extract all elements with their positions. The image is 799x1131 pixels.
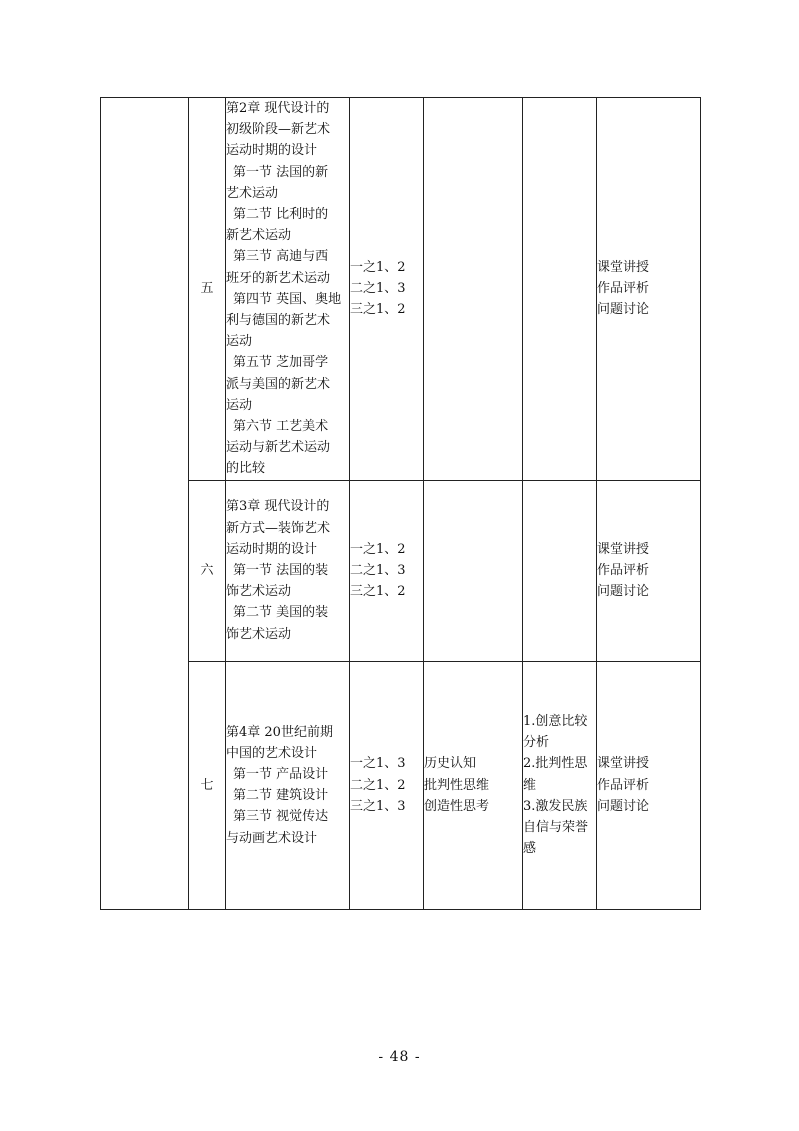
table-row <box>101 661 701 909</box>
cell-line: 第三节 高迪与西 <box>233 249 329 265</box>
ability-cell <box>424 661 523 909</box>
week-number: 七 <box>189 661 226 909</box>
chapter-content <box>226 661 350 909</box>
cell-line: 运动时期的设计 <box>226 541 318 557</box>
teaching-methods <box>597 98 701 481</box>
table-row <box>101 480 701 661</box>
cell-line: 运动 <box>226 334 253 350</box>
cell-line: 历史认知 <box>424 756 477 772</box>
cell-line: 一之1、2 <box>350 541 406 557</box>
cell-line: 第二节 美国的装 <box>233 605 329 621</box>
cell-line: 作品评析 <box>597 281 650 297</box>
table-row <box>101 98 701 481</box>
cell-line: 一之1、3 <box>350 756 406 772</box>
cell-line: 利与德国的新艺术 <box>226 313 331 329</box>
cell-line: 课堂讲授 <box>597 756 650 772</box>
cell-line: 二之1、2 <box>350 777 406 793</box>
cell-line: 1.创意比较 <box>523 713 588 729</box>
chapter-content <box>226 480 350 661</box>
cell-line: 二之1、3 <box>350 563 406 579</box>
cell-line: 初级阶段—新艺术 <box>226 122 331 138</box>
cell-line: 维 <box>523 777 537 793</box>
cell-line: 批判性思维 <box>424 777 490 793</box>
cell-line: 运动时期的设计 <box>226 143 318 159</box>
cell-line: 自信与荣誉 <box>523 819 589 835</box>
cell-line: 饰艺术运动 <box>226 584 292 600</box>
teaching-methods <box>597 480 701 661</box>
objectives-cell <box>350 98 424 481</box>
cell-line: 班牙的新艺术运动 <box>226 270 331 286</box>
week-number: 五 <box>189 98 226 481</box>
objectives-cell <box>350 661 424 909</box>
cell-line: 课堂讲授 <box>597 260 650 276</box>
cell-line: 与动画艺术设计 <box>226 830 318 846</box>
cell-line: 新艺术运动 <box>226 228 292 244</box>
cell-line: 三之1、3 <box>350 798 406 814</box>
objectives-cell <box>350 480 424 661</box>
cell-line: 第六节 工艺美术 <box>233 419 329 435</box>
cell-line: 第一节 法国的装 <box>233 563 329 579</box>
cell-line: 分析 <box>523 735 550 751</box>
merged-first-column <box>101 98 189 910</box>
chapter-content <box>226 98 350 481</box>
cell-line: 作品评析 <box>597 777 650 793</box>
ability-cell <box>424 480 523 661</box>
cell-line: 中国的艺术设计 <box>226 745 318 761</box>
cell-line: 运动 <box>226 397 253 413</box>
cell-line: 第一节 法国的新 <box>233 164 329 180</box>
cell-line: 课堂讲授 <box>597 541 650 557</box>
cell-line: 作品评析 <box>597 563 650 579</box>
cell-line: 2.批判性思 <box>523 756 588 772</box>
cell-line: 派与美国的新艺术 <box>226 376 331 392</box>
cell-line: 第2章 现代设计的 <box>226 101 330 116</box>
cell-line: 三之1、2 <box>350 302 406 318</box>
cell-line: 第3章 现代设计的 <box>226 499 330 515</box>
teaching-methods <box>597 661 701 909</box>
cell-line: 第三节 视觉传达 <box>233 809 329 825</box>
cell-line: 第五节 芝加哥学 <box>233 355 329 371</box>
cell-line: 二之1、3 <box>350 281 406 297</box>
cell-line: 问题讨论 <box>597 584 650 600</box>
cell-line: 饰艺术运动 <box>226 626 292 642</box>
cell-line: 第一节 产品设计 <box>233 766 329 782</box>
cell-line: 第4章 20世纪前期 <box>226 724 333 740</box>
cell-line: 第二节 建筑设计 <box>233 788 329 804</box>
cell-line: 感 <box>523 841 537 857</box>
cell-line: 运动与新艺术运动 <box>226 440 331 456</box>
cell-line: 创造性思考 <box>424 798 490 814</box>
page-number: - 48 - <box>378 1049 421 1065</box>
week-number: 六 <box>189 480 226 661</box>
ideology-cell <box>523 661 597 909</box>
cell-line: 艺术运动 <box>226 185 279 201</box>
ability-cell <box>424 98 523 481</box>
cell-line: 问题讨论 <box>597 798 650 814</box>
syllabus-table <box>100 97 701 910</box>
cell-line: 第二节 比利时的 <box>233 207 329 223</box>
cell-line: 3.激发民族 <box>523 798 588 814</box>
cell-line: 新方式—装饰艺术 <box>226 520 331 536</box>
cell-line: 问题讨论 <box>597 302 650 318</box>
cell-line: 的比较 <box>226 461 266 477</box>
ideology-cell <box>523 480 597 661</box>
cell-line: 三之1、2 <box>350 584 406 600</box>
cell-line: 第四节 英国、奥地 <box>233 291 342 307</box>
ideology-cell <box>523 98 597 481</box>
cell-line: 一之1、2 <box>350 260 406 276</box>
